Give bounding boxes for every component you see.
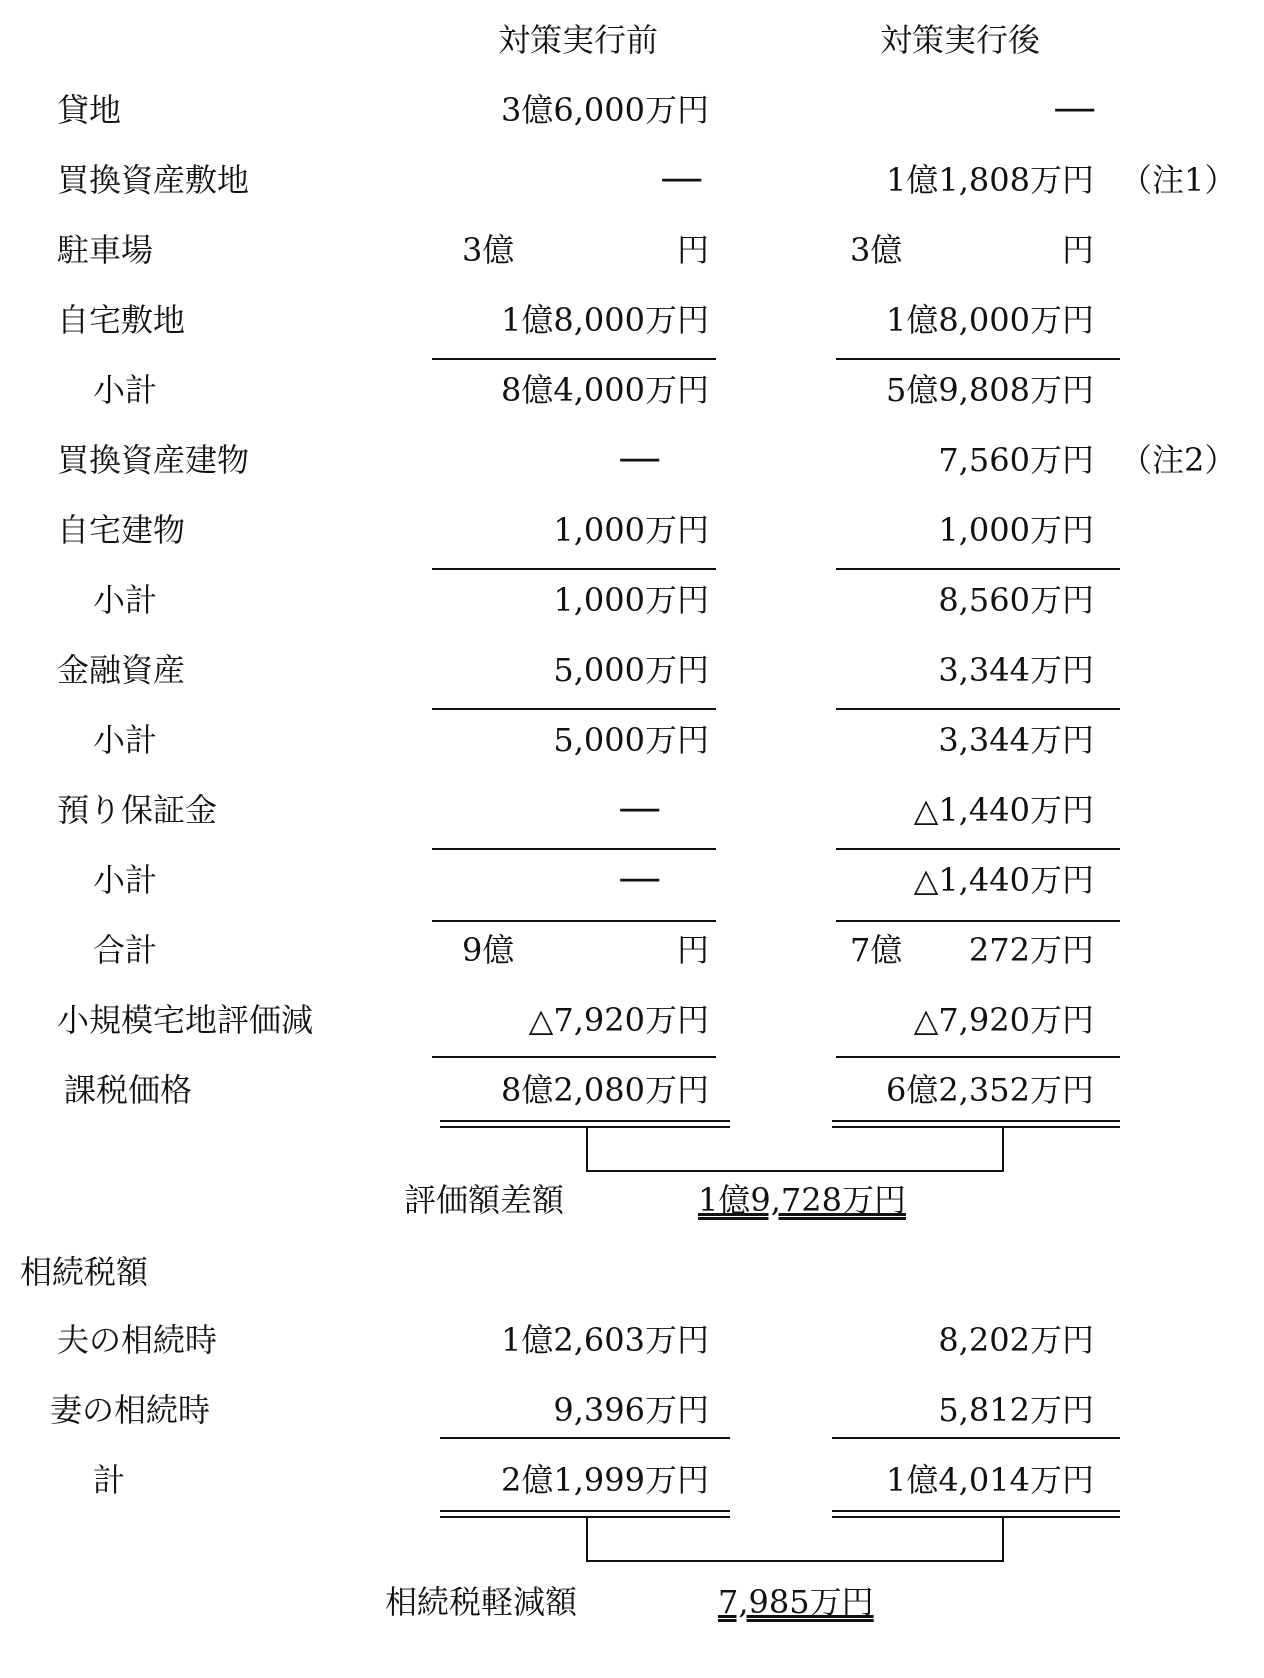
row-before-yen: 円: [676, 231, 709, 269]
tax-row-label: 計: [93, 1461, 126, 1499]
row-label: 合計: [93, 931, 158, 969]
valuation-diff-label: 評価額差額: [404, 1181, 565, 1219]
row-label: 貸地: [57, 91, 122, 129]
row-after-value: 1,000万円: [938, 511, 1094, 549]
row-after-yen: 円: [1061, 231, 1094, 269]
row-after-value: 3,344万円: [938, 651, 1094, 689]
row-before-value: 8億2,080万円: [501, 1071, 709, 1109]
tax-row-before: 2億1,999万円: [501, 1461, 709, 1499]
tax-row-label: 夫の相続時: [57, 1321, 218, 1359]
total-rule: [432, 920, 716, 922]
row-label: 小計: [93, 861, 158, 899]
tax-reduction-value: 7,985万円: [718, 1583, 874, 1621]
tax-row-after: 1億4,014万円: [886, 1461, 1094, 1499]
row-after-oku: 3億: [850, 231, 903, 269]
tax-row-after: 8,202万円: [938, 1321, 1094, 1359]
row-label: 自宅建物: [57, 511, 186, 549]
valuation-diff-value: 1億9,728万円: [698, 1181, 906, 1219]
row-before-value: ──: [620, 441, 659, 479]
tax-reduction-label: 相続税軽減額: [385, 1583, 578, 1621]
row-before-value: 5,000万円: [553, 651, 709, 689]
subtotal-rule: [836, 848, 1120, 850]
row-label: 自宅敷地: [57, 301, 186, 339]
row-label: 駐車場: [57, 231, 154, 269]
row-before-oku: 9億: [462, 931, 515, 969]
row-after-value: △1,440万円: [913, 861, 1094, 899]
row-label: 金融資産: [57, 651, 186, 689]
difference-bracket: [586, 1518, 1004, 1562]
row-after-value: 1億8,000万円: [886, 301, 1094, 339]
subtotal-rule: [432, 1056, 716, 1058]
row-before-value: ──: [620, 861, 659, 899]
subtotal-rule: [836, 1056, 1120, 1058]
row-before-value: 3億6,000万円: [501, 91, 709, 129]
subtotal-rule: [836, 358, 1120, 360]
tax-row-label: 妻の相続時: [50, 1391, 211, 1429]
double-rule: [832, 1120, 1120, 1128]
row-label: 小計: [93, 371, 158, 409]
row-after-value: 1億1,808万円: [886, 161, 1094, 199]
row-note: （注1）: [1120, 161, 1237, 199]
row-before-value: 5,000万円: [553, 721, 709, 759]
header-after: 対策実行後: [880, 21, 1041, 59]
subtotal-rule: [832, 1437, 1120, 1439]
row-after-value: 5億9,808万円: [886, 371, 1094, 409]
row-after-value: △7,920万円: [913, 1001, 1094, 1039]
row-label: 買換資産敷地: [57, 161, 250, 199]
row-after-value: 6億2,352万円: [886, 1071, 1094, 1109]
double-rule: [440, 1120, 730, 1128]
row-label: 小規模宅地評価減: [57, 1001, 314, 1039]
header-before: 対策実行前: [498, 21, 659, 59]
row-label: 小計: [93, 581, 158, 619]
double-rule: [832, 1510, 1120, 1518]
subtotal-rule: [432, 568, 716, 570]
row-after-value: ──: [1055, 91, 1094, 129]
row-before-value: △7,920万円: [528, 1001, 709, 1039]
double-rule: [440, 1510, 730, 1518]
row-after-value: 3,344万円: [938, 721, 1094, 759]
row-after-value: 7,560万円: [938, 441, 1094, 479]
row-label: 預り保証金: [57, 791, 218, 829]
subtotal-rule: [836, 708, 1120, 710]
row-before-value: 1,000万円: [553, 581, 709, 619]
row-note: （注2）: [1120, 441, 1237, 479]
subtotal-rule: [432, 358, 716, 360]
row-before-value: 1,000万円: [553, 511, 709, 549]
subtotal-rule: [432, 848, 716, 850]
row-label: 課税価格: [64, 1071, 193, 1109]
subtotal-rule: [836, 568, 1120, 570]
row-before-value: ──: [620, 791, 659, 829]
total-rule: [836, 920, 1120, 922]
tax-section-title: 相続税額: [20, 1253, 149, 1291]
row-before-value: 8億4,000万円: [501, 371, 709, 409]
tax-row-before: 1億2,603万円: [501, 1321, 709, 1359]
difference-bracket: [586, 1128, 1004, 1172]
row-after-value: 8,560万円: [938, 581, 1094, 619]
row-after-yen: 272万円: [968, 931, 1094, 969]
row-after-oku: 7億: [850, 931, 903, 969]
row-after-value: △1,440万円: [913, 791, 1094, 829]
subtotal-rule: [432, 708, 716, 710]
tax-row-after: 5,812万円: [938, 1391, 1094, 1429]
row-before-oku: 3億: [462, 231, 515, 269]
subtotal-rule: [440, 1437, 730, 1439]
tax-row-before: 9,396万円: [553, 1391, 709, 1429]
row-before-yen: 円: [676, 931, 709, 969]
row-label: 小計: [93, 721, 158, 759]
row-before-value: 1億8,000万円: [501, 301, 709, 339]
row-label: 買換資産建物: [57, 441, 250, 479]
row-before-value: ──: [662, 161, 701, 199]
